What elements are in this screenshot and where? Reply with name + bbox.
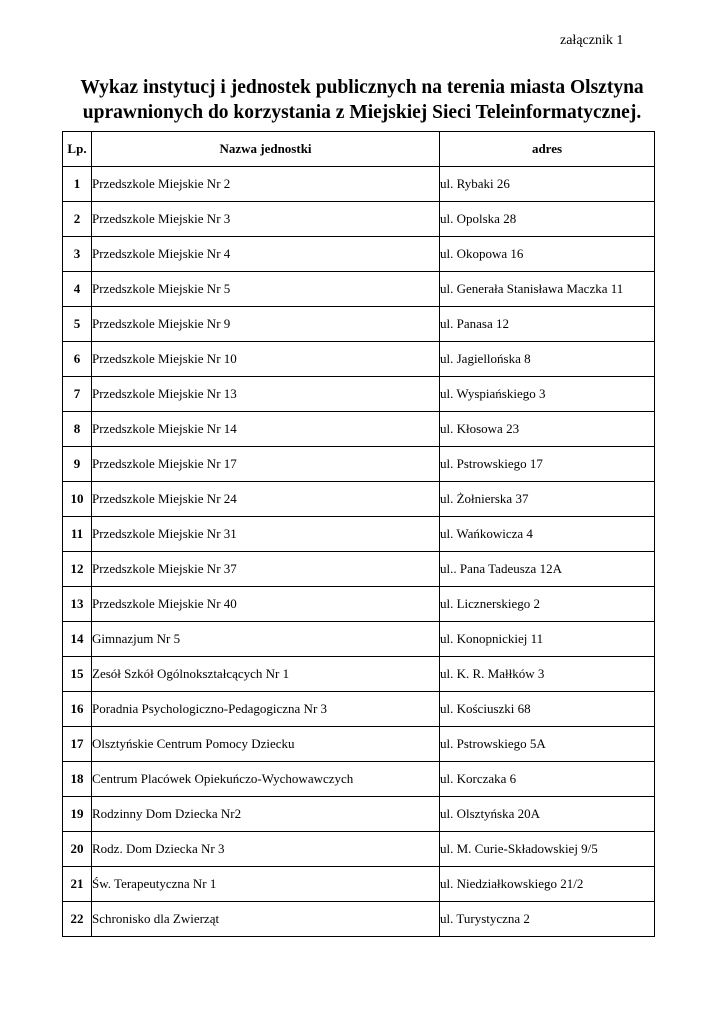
- annex-label: załącznik 1: [560, 33, 624, 48]
- row-lp: 4: [63, 272, 92, 307]
- row-lp: 14: [63, 622, 92, 657]
- row-lp: 22: [63, 902, 92, 937]
- table-row: [63, 657, 655, 692]
- table-row: [63, 202, 655, 237]
- row-name: Rodz. Dom Dziecka Nr 3: [92, 832, 440, 867]
- row-address: ul. Korczaka 6: [440, 762, 655, 797]
- row-address: ul. M. Curie-Składowskiej 9/5: [440, 832, 655, 867]
- table-row: [63, 552, 655, 587]
- row-lp: 11: [63, 517, 92, 552]
- row-name: Centrum Placówek Opiekuńczo-Wychowawczych: [92, 762, 440, 797]
- row-address: ul. Wyspiańskiego 3: [440, 377, 655, 412]
- row-name: Zesół Szkół Ogólnokształcących Nr 1: [92, 657, 440, 692]
- table-row: [63, 587, 655, 622]
- row-address: ul. Turystyczna 2: [440, 902, 655, 937]
- row-address: ul. Panasa 12: [440, 307, 655, 342]
- row-address: ul. Opolska 28: [440, 202, 655, 237]
- row-address: ul. Niedziałkowskiego 21/2: [440, 867, 655, 902]
- row-address: ul. Jagiellońska 8: [440, 342, 655, 377]
- row-name: Poradnia Psychologiczno-Pedagogiczna Nr 3: [92, 692, 440, 727]
- row-address: ul. Pstrowskiego 17: [440, 447, 655, 482]
- row-name: Przedszkole Miejskie Nr 13: [92, 377, 440, 412]
- row-address: ul. Kościuszki 68: [440, 692, 655, 727]
- row-lp: 13: [63, 587, 92, 622]
- table-header-row: [63, 132, 655, 167]
- row-name: Przedszkole Miejskie Nr 2: [92, 167, 440, 202]
- table-row: [63, 727, 655, 762]
- title-line-2: uprawnionych do korzystania z Miejskiej Sieci Teleinformatycznej.: [82, 102, 642, 123]
- table-row: [63, 307, 655, 342]
- table-row: [63, 237, 655, 272]
- row-name: Gimnazjum Nr 5: [92, 622, 440, 657]
- row-name: Rodzinny Dom Dziecka Nr2: [92, 797, 440, 832]
- table-row: [63, 622, 655, 657]
- table-row: [63, 377, 655, 412]
- row-lp: 21: [63, 867, 92, 902]
- row-lp: 6: [63, 342, 92, 377]
- row-lp: 10: [63, 482, 92, 517]
- table-row: [63, 762, 655, 797]
- row-address: ul. Licznerskiego 2: [440, 587, 655, 622]
- row-name: Przedszkole Miejskie Nr 14: [92, 412, 440, 447]
- row-lp: 20: [63, 832, 92, 867]
- title-line-1: Wykaz instytucj i jednostek publicznych na terenia miasta Olsztyna: [80, 77, 644, 98]
- table-row: [63, 517, 655, 552]
- row-name: Przedszkole Miejskie Nr 3: [92, 202, 440, 237]
- row-lp: 18: [63, 762, 92, 797]
- table-row: [63, 482, 655, 517]
- table-row: [63, 167, 655, 202]
- row-address: ul. Rybaki 26: [440, 167, 655, 202]
- row-lp: 2: [63, 202, 92, 237]
- row-name: Przedszkole Miejskie Nr 31: [92, 517, 440, 552]
- header-address: adres: [440, 132, 655, 167]
- row-name: Przedszkole Miejskie Nr 9: [92, 307, 440, 342]
- row-name: Św. Terapeutyczna Nr 1: [92, 867, 440, 902]
- document-title: [0, 75, 724, 125]
- table-row: [63, 692, 655, 727]
- row-name: Przedszkole Miejskie Nr 24: [92, 482, 440, 517]
- row-name: Przedszkole Miejskie Nr 5: [92, 272, 440, 307]
- row-name: Przedszkole Miejskie Nr 37: [92, 552, 440, 587]
- table-row: [63, 832, 655, 867]
- row-address: ul. Wańkowicza 4: [440, 517, 655, 552]
- row-address: ul. Pstrowskiego 5A: [440, 727, 655, 762]
- row-lp: 19: [63, 797, 92, 832]
- table-row: [63, 342, 655, 377]
- row-lp: 17: [63, 727, 92, 762]
- table-body: [63, 167, 655, 937]
- row-lp: 1: [63, 167, 92, 202]
- row-address: ul.. Pana Tadeusza 12A: [440, 552, 655, 587]
- table-row: [63, 412, 655, 447]
- table-row: [63, 447, 655, 482]
- row-lp: 7: [63, 377, 92, 412]
- table-row: [63, 797, 655, 832]
- row-name: Schronisko dla Zwierząt: [92, 902, 440, 937]
- header-name: Nazwa jednostki: [92, 132, 440, 167]
- institutions-table: [62, 131, 655, 937]
- row-name: Przedszkole Miejskie Nr 10: [92, 342, 440, 377]
- row-address: ul. Żołnierska 37: [440, 482, 655, 517]
- table-row: [63, 272, 655, 307]
- row-lp: 16: [63, 692, 92, 727]
- table-row: [63, 867, 655, 902]
- row-name: Olsztyńskie Centrum Pomocy Dziecku: [92, 727, 440, 762]
- row-address: ul. Konopnickiej 11: [440, 622, 655, 657]
- row-name: Przedszkole Miejskie Nr 4: [92, 237, 440, 272]
- row-address: ul. Okopowa 16: [440, 237, 655, 272]
- row-address: ul. Olsztyńska 20A: [440, 797, 655, 832]
- header-lp: Lp.: [63, 132, 92, 167]
- row-address: ul. K. R. Małłków 3: [440, 657, 655, 692]
- row-name: Przedszkole Miejskie Nr 17: [92, 447, 440, 482]
- row-name: Przedszkole Miejskie Nr 40: [92, 587, 440, 622]
- row-address: ul. Kłosowa 23: [440, 412, 655, 447]
- row-lp: 3: [63, 237, 92, 272]
- row-lp: 8: [63, 412, 92, 447]
- row-lp: 9: [63, 447, 92, 482]
- row-lp: 5: [63, 307, 92, 342]
- row-lp: 15: [63, 657, 92, 692]
- row-lp: 12: [63, 552, 92, 587]
- row-address: ul. Generała Stanisława Maczka 11: [440, 272, 655, 307]
- table-row: [63, 902, 655, 937]
